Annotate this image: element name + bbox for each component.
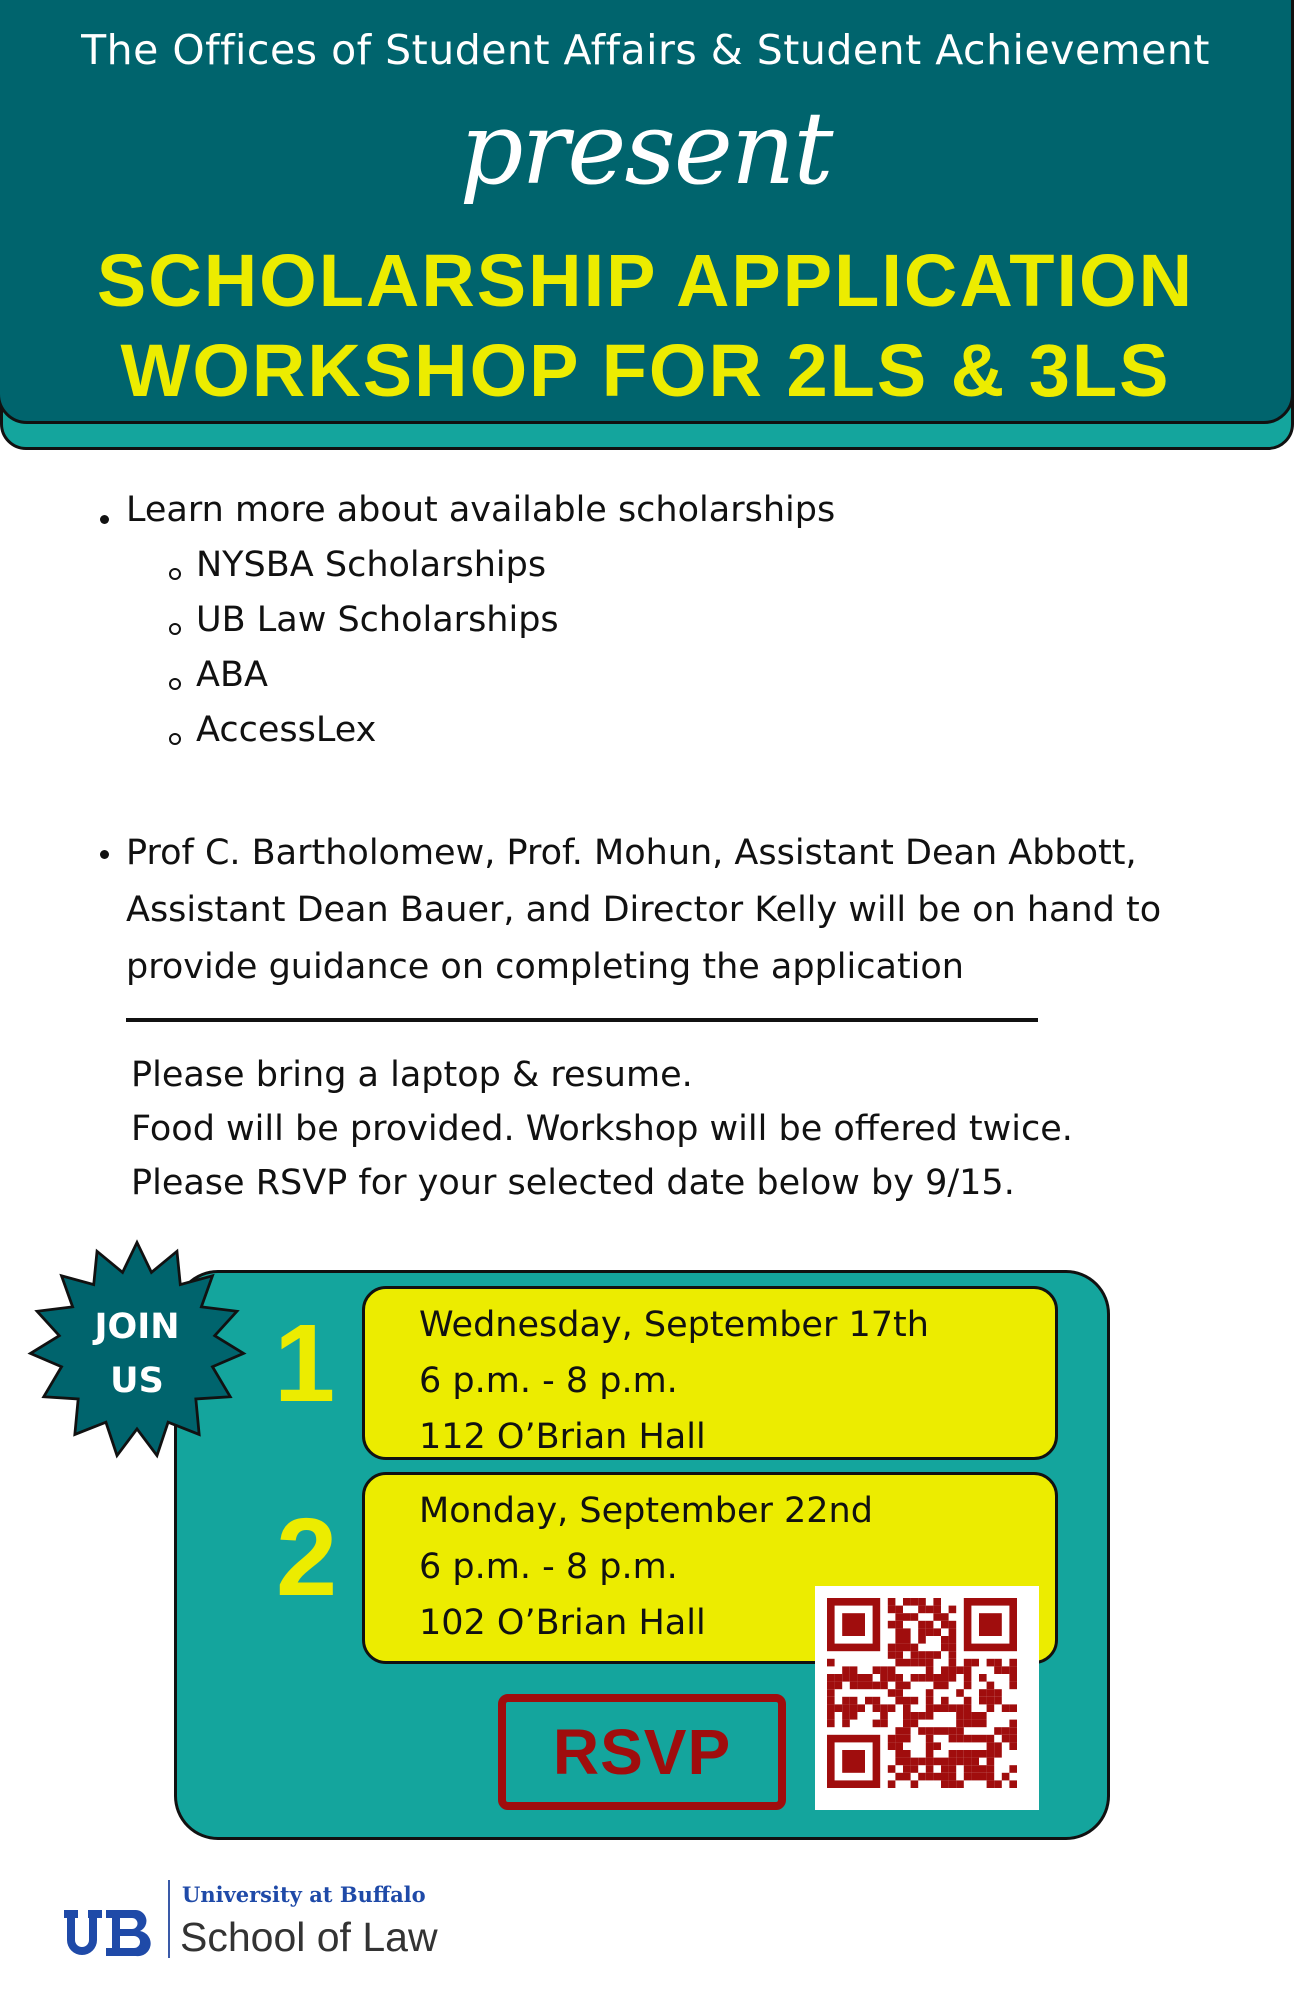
session-number-1: 1 [274,1302,336,1425]
notes [131,1048,1073,1210]
university-name: University at Buffalo [182,1882,426,1907]
session-2-day: Monday, September 22nd [419,1491,873,1531]
present-script: present [459,90,832,207]
title-line-2: WORKSHOP FOR 2LS & 3LS [120,329,1171,412]
session-number-2: 2 [276,1496,338,1619]
session-2-time: 6 p.m. - 8 p.m. [419,1547,678,1587]
note-rsvp-deadline: Please RSVP for your selected date below by 9/15. [131,1163,1015,1203]
bullet-learn: Learn more about available scholarships [126,490,836,530]
title-line-1: SCHOLARSHIP APPLICATION [96,239,1195,322]
us-word: US [110,1361,164,1401]
session-1-box [362,1286,1058,1460]
school-name: School of Law [180,1914,438,1960]
header-banner [0,0,1294,424]
sub-item-nysba: NYSBA Scholarships [196,545,547,585]
rsvp-button[interactable]: RSVP [498,1694,786,1810]
bullet-guidance [126,825,1236,996]
workshop-title [0,236,1291,416]
session-2-place: 102 O’Brian Hall [419,1603,706,1643]
ub-logo-icon [62,1908,158,1958]
guidance-line-1: Prof C. Bartholomew, Prof. Mohun, Assistant Dean Abbott, [126,833,1137,873]
session-1-place: 112 O’Brian Hall [419,1417,706,1457]
session-1-day: Wednesday, September 17th [419,1305,929,1345]
join-word: JOIN [94,1307,180,1347]
sub-item-aba: ABA [196,655,268,695]
sub-item-accesslex: AccessLex [196,710,377,750]
logo-divider [168,1880,170,1958]
note-laptop: Please bring a laptop & resume. [131,1055,693,1095]
join-us-text [26,1300,248,1408]
guidance-line-2: Assistant Dean Bauer, and Director Kelly will be on hand to [126,890,1162,930]
note-food: Food will be provided. Workshop will be offered twice. [131,1109,1073,1149]
session-1-time: 6 p.m. - 8 p.m. [419,1361,678,1401]
guidance-line-3: provide guidance on completing the application [126,947,964,987]
sub-item-ub-law: UB Law Scholarships [196,600,559,640]
offices-heading: The Offices of Student Affairs & Student Achievement [81,26,1210,74]
rsvp-qr-code[interactable] [815,1586,1039,1810]
divider [126,1018,1038,1022]
qr-code-icon [815,1586,1039,1810]
